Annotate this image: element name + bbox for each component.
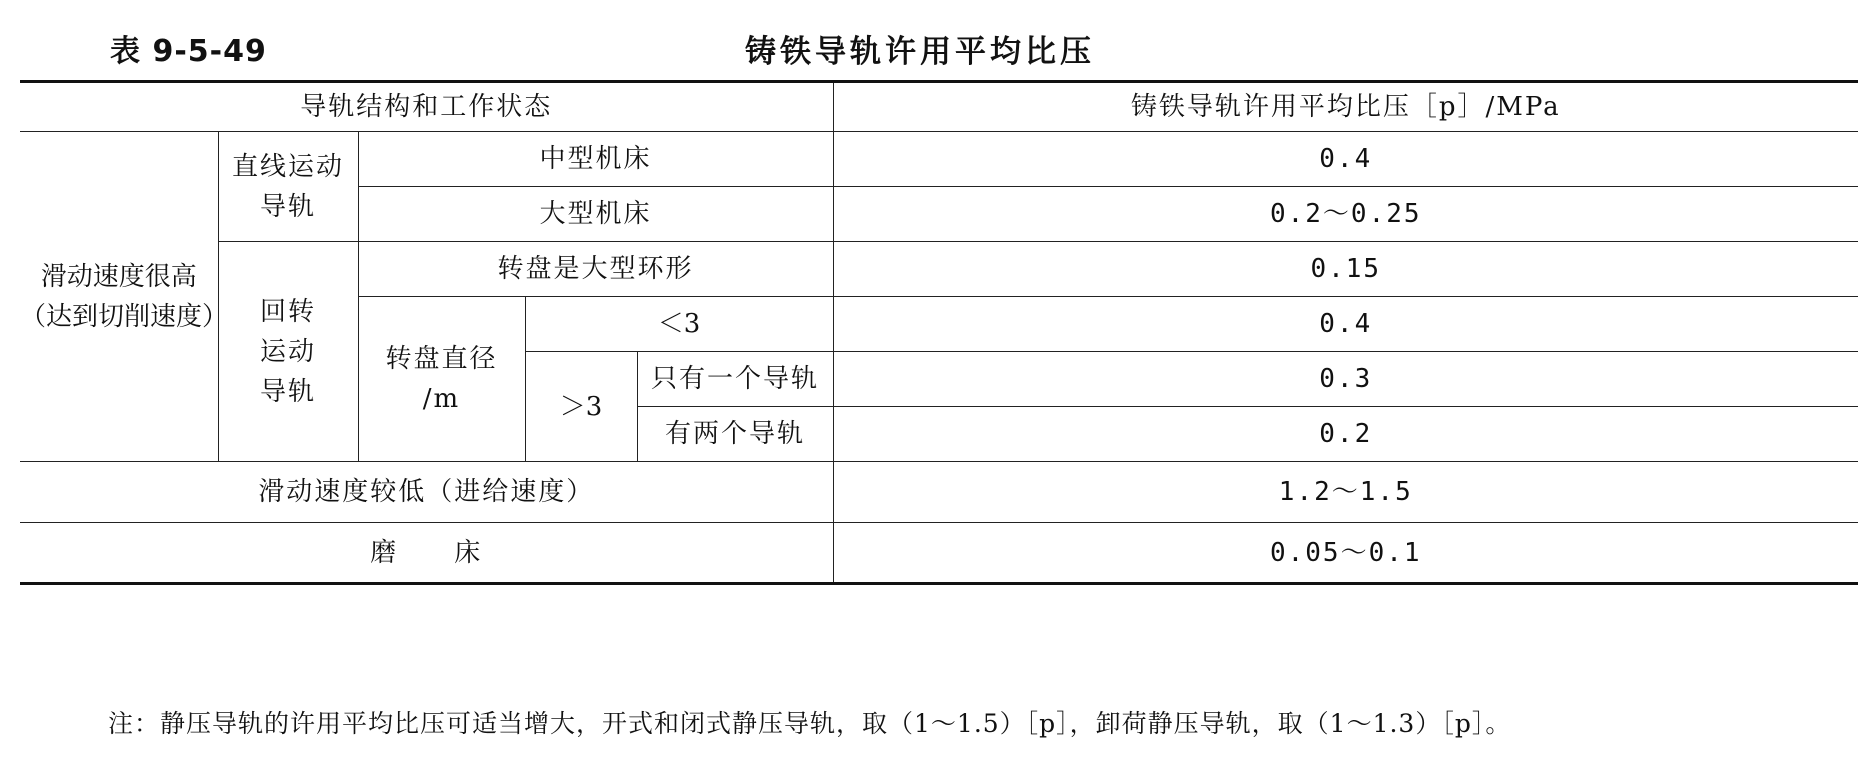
row-label-low-speed: 滑动速度较低（进给速度） <box>20 462 833 523</box>
group-diameter: 转盘直径 /m <box>358 297 525 462</box>
header-structure: 导轨结构和工作状态 <box>20 82 833 132</box>
row-label-large: 大型机床 <box>358 187 833 242</box>
row-value-low-speed: 1.2～1.5 <box>833 462 1858 523</box>
table-row <box>20 462 1858 523</box>
table-row <box>20 132 1858 187</box>
row-value-lt3: 0.4 <box>833 297 1858 352</box>
table-caption <box>0 20 1868 72</box>
row-value-two-rails: 0.2 <box>833 407 1858 462</box>
group-linear: 直线运动 导轨 <box>218 132 358 242</box>
row-label-medium: 中型机床 <box>358 132 833 187</box>
row-value-large: 0.2～0.25 <box>833 187 1858 242</box>
row-value-one-rail: 0.3 <box>833 352 1858 407</box>
table-header-row <box>20 82 1858 132</box>
table-footnote: 注：静压导轨的许用平均比压可适当增大，开式和闭式静压导轨，取（1～1.5）［p］，卸荷静压导轨，取（1～1.3）［p］。 <box>108 709 1512 738</box>
table-title: 铸铁导轨许用平均比压 <box>745 34 1095 70</box>
group-rotary: 回转 运动 导轨 <box>218 242 358 462</box>
row-label-two-rails: 有两个导轨 <box>637 407 833 462</box>
row-value-medium: 0.4 <box>833 132 1858 187</box>
row-label-one-rail: 只有一个导轨 <box>637 352 833 407</box>
table-row <box>20 242 1858 297</box>
row-value-ring: 0.15 <box>833 242 1858 297</box>
row-label-lt3: ＜3 <box>525 297 833 352</box>
table-number: 表 9-5-49 <box>110 34 267 69</box>
group-high-speed: 滑动速度很高 （达到切削速度） <box>20 132 218 462</box>
row-value-grinder: 0.05～0.1 <box>833 523 1858 584</box>
header-pressure: 铸铁导轨许用平均比压［p］/MPa <box>833 82 1858 132</box>
row-label-grinder: 磨 床 <box>20 523 833 584</box>
row-label-ring: 转盘是大型环形 <box>358 242 833 297</box>
table-row <box>20 523 1858 584</box>
pressure-table <box>20 80 1858 585</box>
group-gt3: ＞3 <box>525 352 637 462</box>
